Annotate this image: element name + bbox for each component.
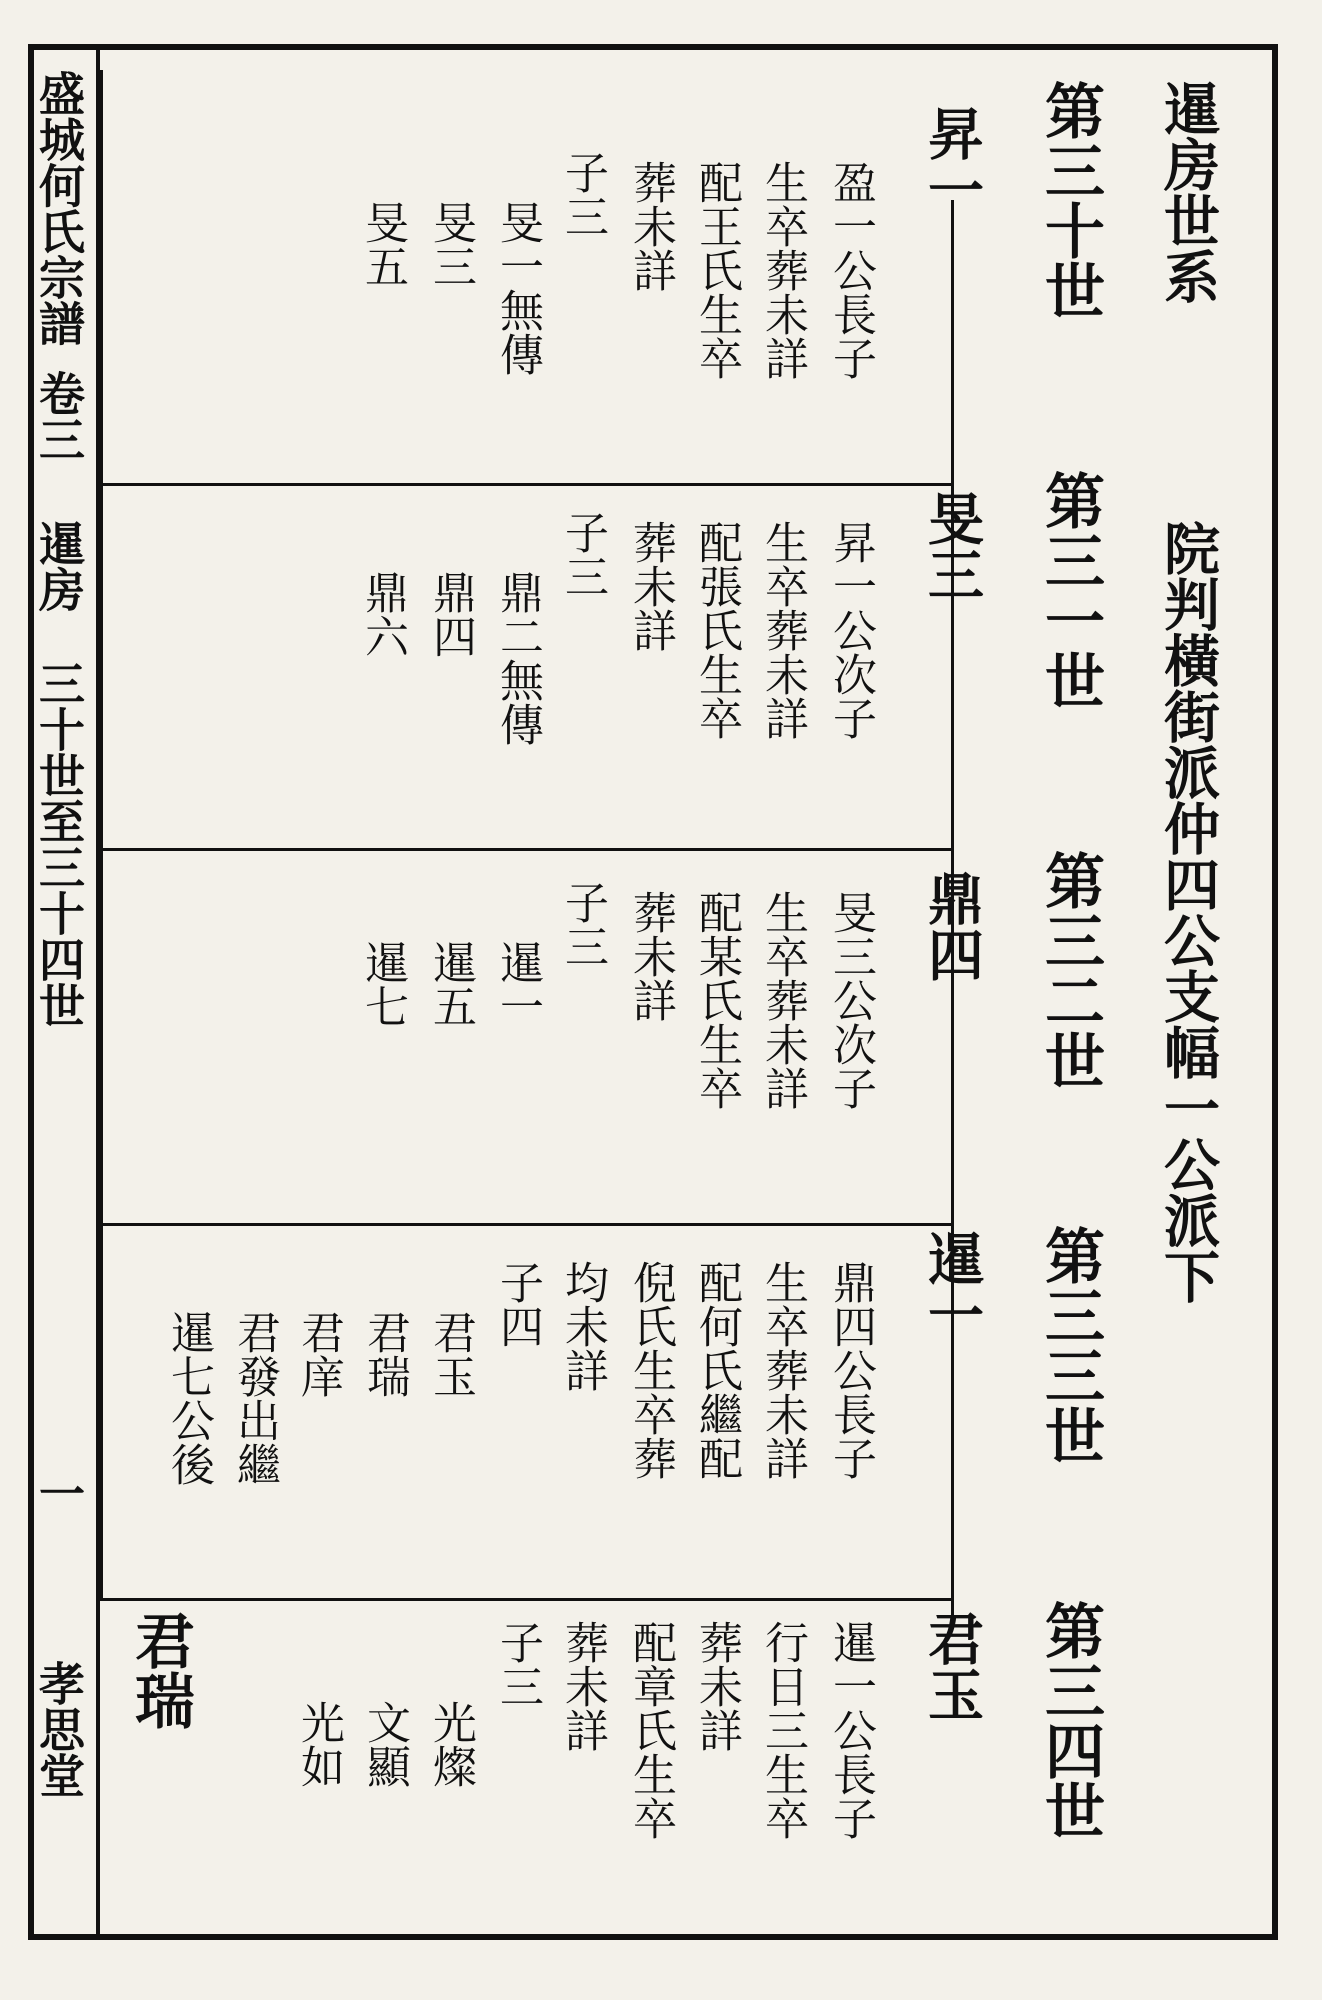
generation-label: 第三一世 (1035, 470, 1105, 710)
person-note: 葬未詳 (625, 520, 676, 652)
section-divider (100, 1223, 952, 1226)
continued-name: 君瑞 (125, 1610, 195, 1730)
person-name: 鼎四 (919, 870, 985, 982)
person-note: 生卒葬未詳 (757, 160, 808, 380)
section-title: 暹房世系 (1155, 80, 1221, 304)
person-note: 生卒葬未詳 (757, 520, 808, 740)
person-note: 盈一公長子 (825, 160, 876, 380)
person-note: 昇一公次子 (825, 520, 876, 740)
generation-range: 三十世至三十四世 (32, 660, 86, 1028)
section-divider (100, 848, 952, 851)
person-note: 暹一公長子 (825, 1620, 876, 1840)
person-name: 君玉 (919, 1610, 985, 1722)
child-name: 鼎六 (357, 570, 408, 658)
person-note: 旻三公次子 (825, 890, 876, 1110)
children-label: 子三 (557, 510, 608, 598)
child-name: 鼎二無傳 (492, 570, 543, 746)
person-note: 鼎四公長子 (825, 1260, 876, 1480)
child-name: 文顯 (359, 1700, 410, 1788)
section-edge (100, 70, 103, 1598)
person-note: 倪氏生卒葬 (625, 1260, 676, 1480)
child-name: 光燦 (425, 1700, 476, 1788)
book-title: 盛城何氏宗譜 (32, 70, 86, 346)
generation-label: 第三三世 (1035, 1225, 1105, 1465)
child-name: 暹七 (357, 940, 408, 1028)
person-note: 葬未詳 (691, 1620, 742, 1752)
child-name: 暹五 (425, 940, 476, 1028)
person-note: 均未詳 (557, 1260, 608, 1392)
children-label: 子三 (557, 880, 608, 968)
person-name: 暹一 (919, 1230, 985, 1342)
person-note: 生卒葬未詳 (757, 890, 808, 1110)
branch-label: 暹房 (32, 520, 86, 612)
person-note: 配張氏生卒 (691, 520, 742, 740)
child-name: 暹一 (492, 940, 543, 1028)
person-note: 葬未詳 (625, 160, 676, 292)
children-label: 子三 (492, 1620, 543, 1708)
section-subtitle: 院判橫街派仲四公支幅一公派下 (1155, 520, 1221, 1304)
person-note: 配章氏生卒 (625, 1620, 676, 1840)
person-note: 配何氏繼配 (691, 1260, 742, 1480)
section-divider (100, 1598, 952, 1601)
person-note: 配王氏生卒 (691, 160, 742, 380)
person-note: 生卒葬未詳 (757, 1260, 808, 1480)
child-note: 暹七公後 (163, 1310, 214, 1486)
children-label: 子四 (492, 1260, 543, 1348)
child-name: 君發出繼 (229, 1310, 280, 1486)
hall-name: 孝思堂 (32, 1660, 86, 1798)
child-name: 旻一無傳 (492, 200, 543, 376)
generation-label: 第三二世 (1035, 850, 1105, 1090)
section-divider (100, 483, 952, 486)
child-name: 君玉 (425, 1310, 476, 1398)
person-note: 葬未詳 (557, 1620, 608, 1752)
person-note: 葬未詳 (625, 890, 676, 1022)
generation-label: 第三四世 (1035, 1600, 1105, 1840)
person-note: 配某氏生卒 (691, 890, 742, 1110)
child-name: 君庠 (293, 1310, 344, 1398)
generation-label: 第三十世 (1035, 80, 1105, 320)
children-label: 子三 (557, 150, 608, 238)
child-name: 旻五 (357, 200, 408, 288)
child-name: 鼎四 (425, 570, 476, 658)
person-note: 行日三生卒 (757, 1620, 808, 1840)
person-name: 昇一 (919, 105, 985, 217)
page-number: 一 (32, 1470, 86, 1516)
child-name: 旻三 (425, 200, 476, 288)
person-name: 旻三 (919, 490, 985, 602)
child-name: 光如 (293, 1700, 344, 1788)
volume-label: 卷三 (32, 370, 86, 462)
child-name: 君瑞 (359, 1310, 410, 1398)
